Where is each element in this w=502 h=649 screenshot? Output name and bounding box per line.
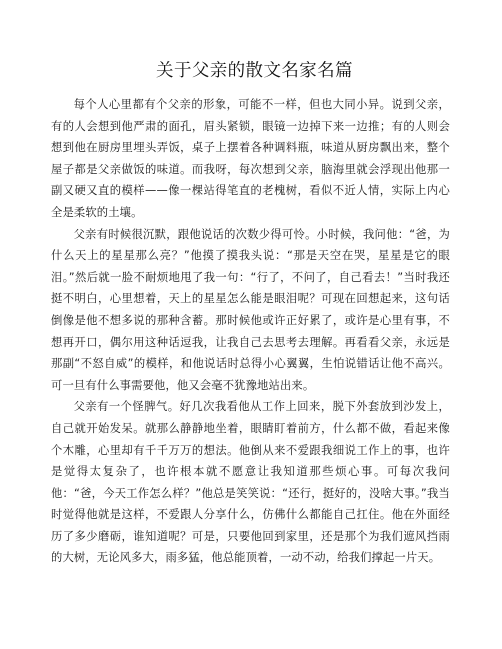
paragraph-2: 父亲有时候很沉默，跟他说话的次数少得可怜。小时候，我问他：“爸，为什么天上的星星那么亮？”他摸了摸我头说：“那是天空在哭，星星是它的眼泪。”然后就一脸不耐烦地甩了我一句：“行了，不问了，自己看去！”当时我还挺不明白，心里想着，天上的星星怎么能是眼泪呢？可现在回想起来，这句话倒像是他不想多说的那种含蓄。那时候他或许正好累了，或许是心里有事，不想再开口，偶尔用这种话逗我，让我自己去思考去理解。再看看父亲，永远是那副“不怒自威”的模样，和他说话时总得小心翼翼，生怕说错话让他不高兴。可一旦有什么事需要他，他又会毫不犹豫地站出来。 [51, 227, 450, 392]
document-title: 关于父亲的散文名家名篇 [156, 61, 353, 81]
document-body [51, 94, 450, 569]
paragraph-3: 父亲有一个怪脾气。好几次我看他从工作上回来，脱下外套放到沙发上，自己就开始发呆。就那么静静地坐着，眼睛盯着前方，什么都不做，看起来像个木雕，心里却有千千万万的想法。他倒从来不爱跟我细说工作上的事，也许是觉得太复杂了，也许根本就不愿意让我知道那些烦心事。可每次我问他：“爸，今天工作怎么样？”他总是笑笑说：“还行，挺好的，没啥大事。”我当时觉得他就是这样，不爱跟人分享什么，仿佛什么都能自己扛住。他在外面经历了多少磨砺，谁知道呢？可是，只要他回到家里，还是那个为我们遮风挡雨的大树，无论风多大，雨多猛，他总能顶着，一动不动，给我们撑起一片天。 [51, 400, 450, 565]
paragraph-1: 每个人心里都有个父亲的形象，可能不一样，但也大同小异。说到父亲，有的人会想到他严肃的面孔，眉头紧锁，眼镜一边掉下来一边推；有的人则会想到他在厨房里埋头弄饭，桌子上摆着各种调料瓶，味道从厨房飘出来，整个屋子都是父亲做饭的味道。而我呀，每次想到父亲，脑海里就会浮现出他那一副又硬又直的模样——像一棵站得笔直的老槐树，看似不近人情，实际上内心全是柔软的土壤。 [51, 98, 450, 219]
